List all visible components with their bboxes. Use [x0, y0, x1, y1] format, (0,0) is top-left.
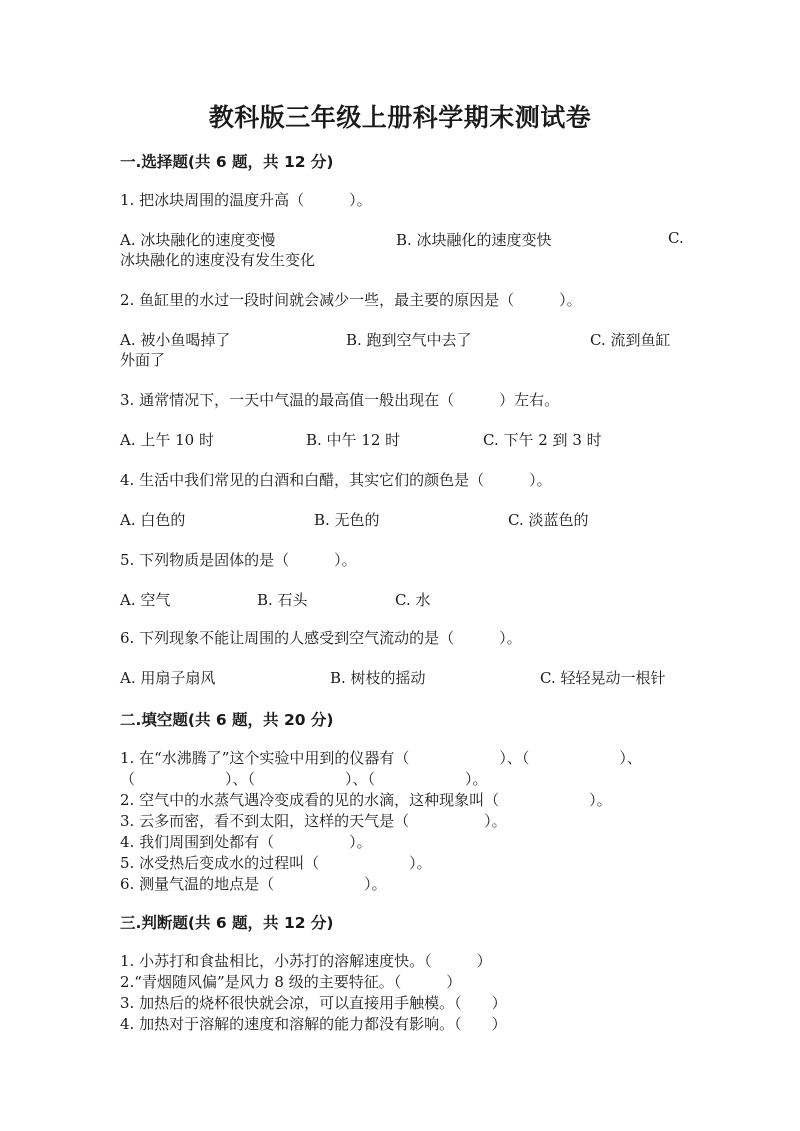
judge-line: 3. 加热后的烧杯很快就会凉，可以直接用手触模。（ ） — [120, 994, 507, 1012]
question-stem: 2. 鱼缸里的水过一段时间就会减少一些，最主要的原因是（ ）。 — [120, 291, 582, 309]
section-heading-fill: 二.填空题(共 6 题，共 20 分) — [120, 711, 334, 729]
judge-line: 2.“青烟随风偏”是风力 8 级的主要特征。（ ） — [120, 973, 462, 991]
option-c: C. 轻轻晃动一根针 — [540, 669, 666, 687]
option-c: C. 下午 2 到 3 时 — [483, 431, 602, 449]
fill-line: 3. 云多而密，看不到太阳，这样的天气是（ ）。 — [120, 812, 507, 830]
option-c: C. 淡蓝色的 — [508, 511, 589, 529]
question-stem: 3. 通常情况下，一天中气温的最高值一般出现在（ ）左右。 — [120, 391, 560, 409]
fill-line: 4. 我们周围到处都有（ ）。 — [120, 833, 372, 851]
option-c: C. — [668, 229, 684, 247]
page-title: 教科版三年级上册科学期末测试卷 — [208, 103, 592, 132]
option-a: A. 白色的 — [120, 511, 186, 529]
question-stem: 6. 下列现象不能让周围的人感受到空气流动的是（ ）。 — [120, 629, 522, 647]
fill-line: 6. 测量气温的地点是（ ）。 — [120, 875, 387, 893]
option-a: A. 被小鱼喝掉了 — [120, 331, 231, 349]
section-heading-judge: 三.判断题(共 6 题，共 12 分) — [120, 914, 334, 932]
fill-line: 5. 冰受热后变成水的过程叫（ ）。 — [120, 854, 432, 872]
option-b: B. 石头 — [257, 591, 308, 609]
option-a: A. 用扇子扇风 — [120, 669, 216, 687]
option-c: C. 流到鱼缸 — [590, 331, 671, 349]
option-c: C. 水 — [395, 591, 431, 609]
option-a: A. 上午 10 时 — [120, 431, 214, 449]
judge-line: 1. 小苏打和食盐相比，小苏打的溶解速度快。（ ） — [120, 952, 492, 970]
fill-line: 1. 在“水沸腾了”这个实验中用到的仪器有（ ）、（ ）、 — [120, 749, 642, 767]
question-stem: 4. 生活中我们常见的白酒和白醋，其实它们的颜色是（ ）。 — [120, 471, 552, 489]
section-heading-choice: 一.选择题(共 6 题，共 12 分) — [120, 153, 334, 171]
option-b: B. 中午 12 时 — [306, 431, 401, 449]
option-b: B. 冰块融化的速度变快 — [396, 231, 552, 249]
option-a: A. 冰块融化的速度变慢 — [120, 231, 276, 249]
option-b: B. 跑到空气中去了 — [346, 331, 472, 349]
option-b: B. 树枝的摇动 — [330, 669, 426, 687]
question-stem: 1. 把冰块周围的温度升高（ ）。 — [120, 191, 372, 209]
option-b: B. 无色的 — [314, 511, 380, 529]
option-a: A. 空气 — [120, 591, 171, 609]
option-c-continued: 冰块融化的速度没有发生变化 — [120, 251, 316, 269]
question-stem: 5. 下列物质是固体的是（ ）。 — [120, 551, 357, 569]
option-c-continued: 外面了 — [120, 351, 166, 369]
judge-line: 4. 加热对于溶解的速度和溶解的能力都没有影响。（ ） — [120, 1015, 507, 1033]
fill-line: 2. 空气中的水蒸气遇冷变成看的见的水滴，这种现象叫（ ）。 — [120, 791, 612, 809]
fill-line: （ ）、（ ）、（ ）。 — [120, 770, 488, 788]
